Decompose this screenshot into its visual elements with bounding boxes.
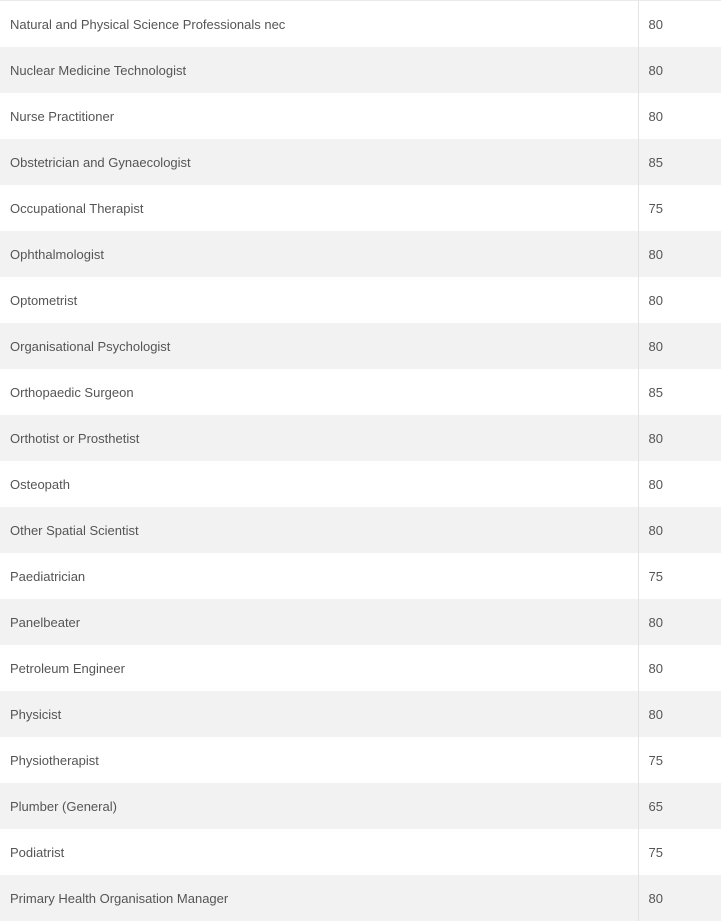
occupation-cell: Paediatrician — [0, 553, 638, 599]
occupation-cell: Podiatrist — [0, 829, 638, 875]
points-cell: 80 — [638, 323, 721, 369]
table-row — [0, 737, 721, 783]
occupation-cell: Occupational Therapist — [0, 185, 638, 231]
points-cell: 80 — [638, 93, 721, 139]
table-body — [0, 1, 721, 921]
table-row — [0, 783, 721, 829]
table-row — [0, 461, 721, 507]
occupation-cell: Natural and Physical Science Professionals nec — [0, 1, 638, 47]
occupation-cell: Other Spatial Scientist — [0, 507, 638, 553]
occupation-cell: Obstetrician and Gynaecologist — [0, 139, 638, 185]
occupation-cell: Primary Health Organisation Manager — [0, 875, 638, 921]
points-cell: 80 — [638, 691, 721, 737]
points-cell: 80 — [638, 599, 721, 645]
table-row — [0, 553, 721, 599]
table-row — [0, 875, 721, 921]
points-cell: 80 — [638, 507, 721, 553]
points-cell: 80 — [638, 875, 721, 921]
occupation-cell: Orthopaedic Surgeon — [0, 369, 638, 415]
table-row — [0, 139, 721, 185]
points-cell: 85 — [638, 369, 721, 415]
occupation-cell: Orthotist or Prosthetist — [0, 415, 638, 461]
table-row — [0, 369, 721, 415]
occupation-cell: Physicist — [0, 691, 638, 737]
points-cell: 65 — [638, 783, 721, 829]
occupation-cell: Plumber (General) — [0, 783, 638, 829]
occupation-cell: Petroleum Engineer — [0, 645, 638, 691]
points-cell: 75 — [638, 553, 721, 599]
points-cell: 80 — [638, 415, 721, 461]
occupation-cell: Physiotherapist — [0, 737, 638, 783]
table-row — [0, 645, 721, 691]
points-cell: 80 — [638, 461, 721, 507]
occupation-points-table — [0, 1, 721, 921]
table-row — [0, 415, 721, 461]
table-row — [0, 277, 721, 323]
table-row — [0, 691, 721, 737]
table-row — [0, 1, 721, 47]
occupation-cell: Osteopath — [0, 461, 638, 507]
occupation-cell: Panelbeater — [0, 599, 638, 645]
points-cell: 75 — [638, 829, 721, 875]
occupation-cell: Optometrist — [0, 277, 638, 323]
occupation-cell: Nuclear Medicine Technologist — [0, 47, 638, 93]
occupation-cell: Organisational Psychologist — [0, 323, 638, 369]
points-cell: 80 — [638, 645, 721, 691]
points-cell: 80 — [638, 277, 721, 323]
table-row — [0, 599, 721, 645]
table-row — [0, 507, 721, 553]
occupation-table-container — [0, 1, 721, 921]
points-cell: 75 — [638, 737, 721, 783]
points-cell: 80 — [638, 1, 721, 47]
table-row — [0, 185, 721, 231]
occupation-cell: Ophthalmologist — [0, 231, 638, 277]
points-cell: 85 — [638, 139, 721, 185]
points-cell: 75 — [638, 185, 721, 231]
points-cell: 80 — [638, 47, 721, 93]
table-row — [0, 47, 721, 93]
table-row — [0, 323, 721, 369]
table-row — [0, 829, 721, 875]
points-cell: 80 — [638, 231, 721, 277]
table-row — [0, 231, 721, 277]
occupation-cell: Nurse Practitioner — [0, 93, 638, 139]
table-row — [0, 93, 721, 139]
